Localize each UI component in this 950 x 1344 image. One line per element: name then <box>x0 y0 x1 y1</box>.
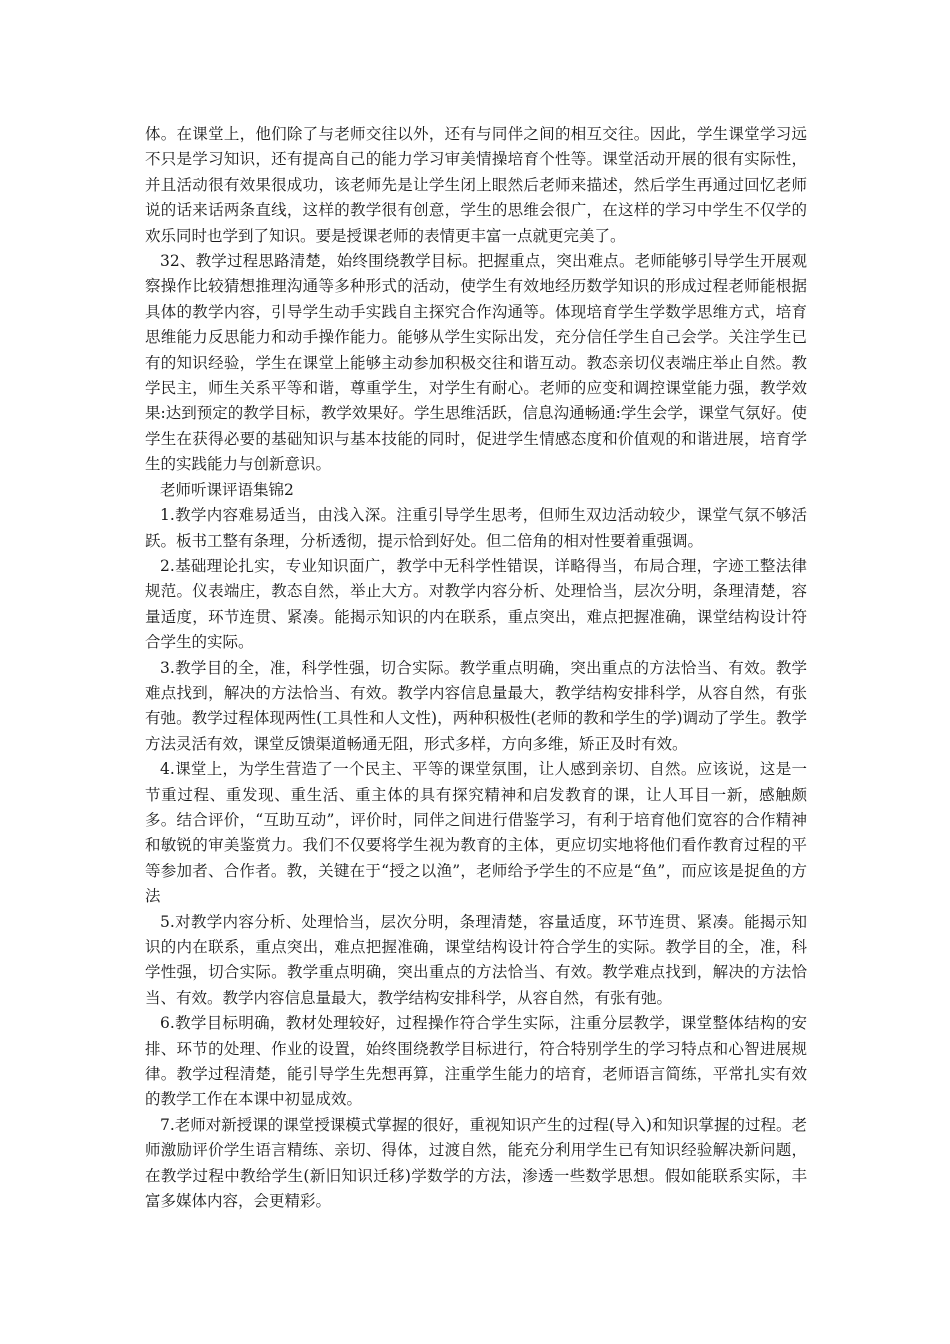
paragraph-1: 1.教学内容难易适当，由浅入深。注重引导学生思考，但师生双边活动较少，课堂气氛不够活跃。板书工整有条理，分析透彻，提示恰到好处。但二倍角的相对性要着重强调。 <box>145 506 807 550</box>
paragraph-32: 32、教学过程思路清楚，始终围绕教学目标。把握重点，突出难点。老师能够引导学生开展观察操作比较猜想推理沟通等多种形式的活动，使学生有效地经历数学知识的形成过程老师能根据具体的教学内容，引导学生动手实践自主探究合作沟通等。体现培育学生学数学思维方式，培育思维能力反思能力和动手操作能力。能够从学生实际出发，充分信任学生自己会学。关注学生已有的知识经验，学生在课堂上能够主动参加积极交往和谐互动。教态亲切仪表端庄举止自然。教学民主，师生关系平等和谐，尊重学生，对学生有耐心。老师的应变和调控课堂能力强，教学效果:达到预定的教学目标，教学效果好。学生思维活跃，信息沟通畅通:学生会学，课堂气氛好。使学生在获得必要的基础知识与基本技能的同时，促进学生情感态度和价值观的和谐进展，培育学生的实践能力与创新意识。 <box>145 252 807 474</box>
paragraph-5: 5.对教学内容分析、处理恰当，层次分明，条理清楚，容量适度，环节连贯、紧凑。能揭示知识的内在联系，重点突出，难点把握准确，课堂结构设计符合学生的实际。教学目的全，准，科学性强，切合实际。教学重点明确，突出重点的方法恰当、有效。教学难点找到，解决的方法恰当、有效。教学内容信息量最大，教学结构安排科学，从容自然，有张有弛。 <box>145 912 807 1007</box>
paragraph-continuation: 体。在课堂上，他们除了与老师交往以外，还有与同伴之间的相互交往。因此，学生课堂学习远不只是学习知识，还有提高自己的能力学习审美情操培育个性等。课堂活动开展的很有实际性，并且活动很有效果很成功，该老师先是让学生闭上眼然后老师来描述，然后学生再通过回忆老师说的话来话两条直线，这样的教学很有创意，学生的思维会很广，在这样的学习中学生不仅学的欢乐同时也学到了知识。要是授课老师的表情更丰富一点就更完美了。 <box>145 125 807 245</box>
paragraph-3: 3.教学目的全，准，科学性强，切合实际。教学重点明确，突出重点的方法恰当、有效。教学难点找到，解决的方法恰当、有效。教学内容信息量最大，教学结构安排科学，从容自然，有张有弛。教学过程体现两性(工具性和人文性)，两种积极性(老师的教和学生的学)调动了学生。教学方法灵活有效，课堂反馈渠道畅通无阻，形式多样，方向多维，矫正及时有效。 <box>145 658 807 753</box>
paragraph-4: 4.课堂上，为学生营造了一个民主、平等的课堂氛围，让人感到亲切、自然。应该说，这是一节重过程、重发现、重生活、重主体的具有探究精神和启发教育的课，让人耳目一新，感触颇多。结合评价，“互助互动”，评价时，同伴之间进行借鉴学习，有利于培育他们宽容的合作精神和敏锐的审美鉴赏力。我们不仅要将学生视为教育的主体，更应切实地将他们看作教育过程的平等参加者、合作者。教，关键在于“授之以渔”，老师给予学生的不应是“鱼”，而应该是捉鱼的方法 <box>145 760 807 906</box>
paragraph-2: 2.基础理论扎实，专业知识面广，教学中无科学性错误，详略得当，布局合理，字迹工整法律规范。仪表端庄，教态自然，举止大方。对教学内容分析、处理恰当，层次分明，条理清楚，容量适度，环节连贯、紧凑。能揭示知识的内在联系，重点突出，难点把握准确，课堂结构设计符合学生的实际。 <box>145 556 807 652</box>
paragraph-6: 6.教学目标明确，教材处理较好，过程操作符合学生实际，注重分层教学，课堂整体结构的安排、环节的处理、作业的设置，始终围绕教学目标进行，符合特别学生的学习特点和心智进展规律。教学过程清楚，能引导学生先想再算，注重学生能力的培育，老师语言简练，平常扎实有效的教学工作在本课中初显成效。 <box>145 1014 807 1109</box>
document-body <box>145 122 807 1214</box>
section-heading: 老师听课评语集锦2 <box>160 480 294 499</box>
paragraph-7: 7.老师对新授课的课堂授课模式掌握的很好，重视知识产生的过程(导入)和知识掌握的过程。老师激励评价学生语言精练、亲切、得体，过渡自然，能充分利用学生已有知识经验解决新问题，在教学过程中教给学生(新旧知识迁移)学数学的方法，渗透一些数学思想。假如能联系实际，丰富多媒体内容，会更精彩。 <box>145 1115 807 1211</box>
